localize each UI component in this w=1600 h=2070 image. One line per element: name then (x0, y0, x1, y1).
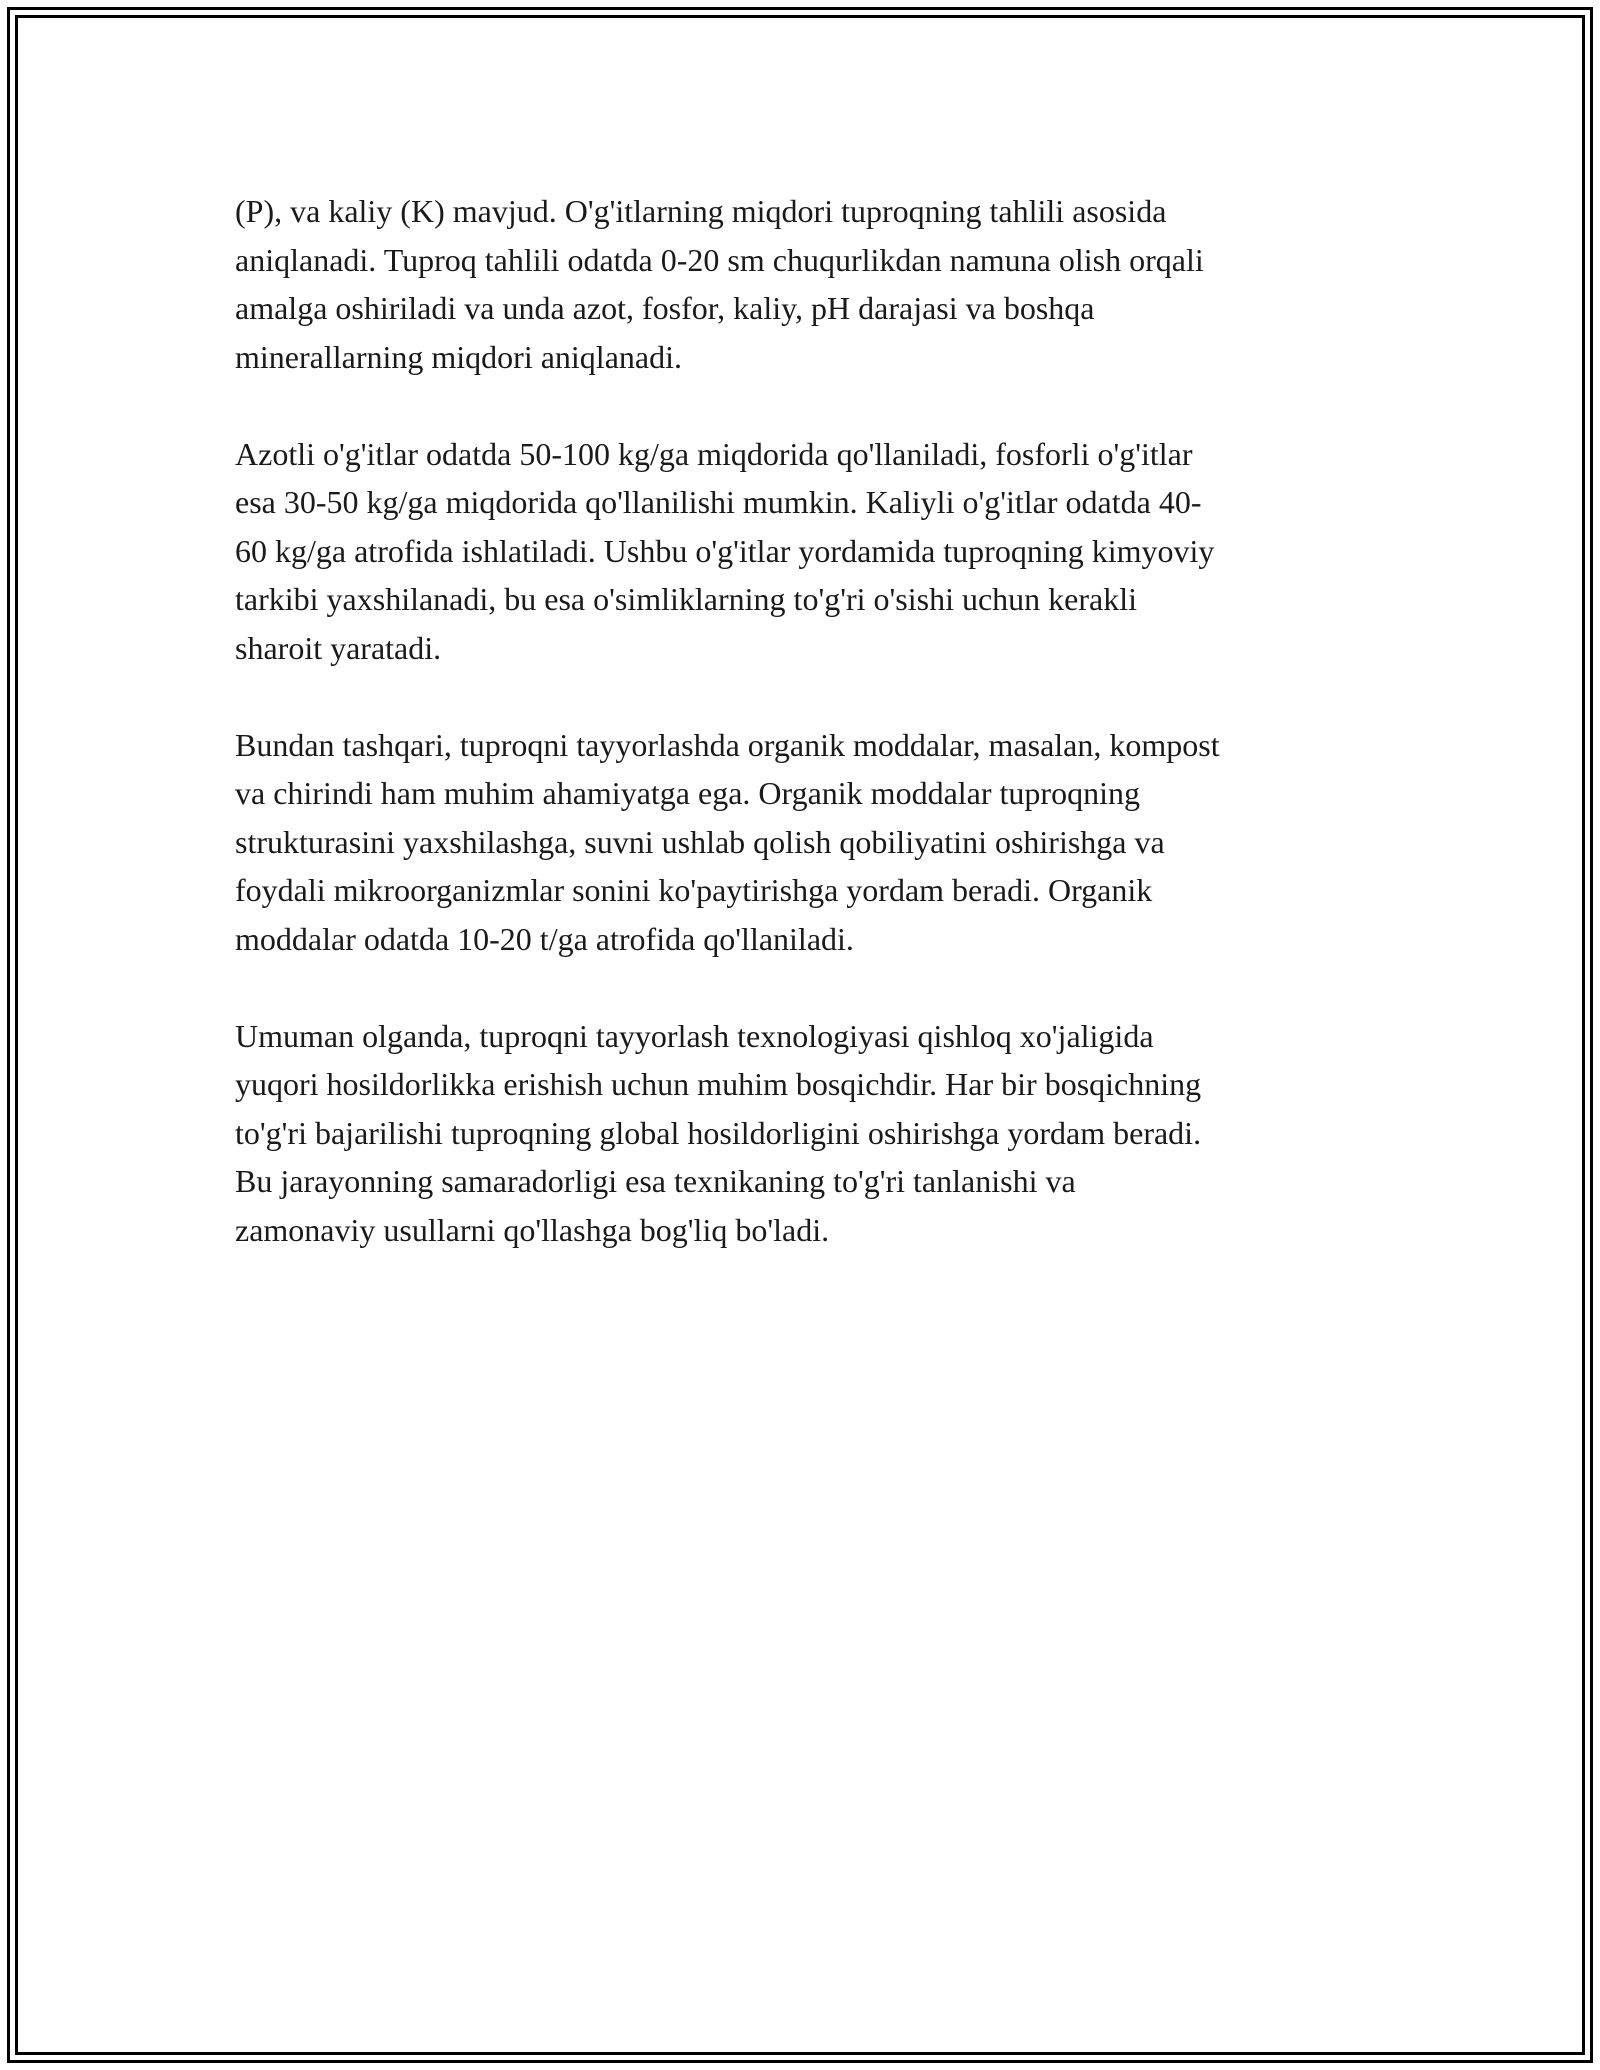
paragraph-line: foydali mikroorganizmlar sonini ko'paytirishga yordam beradi. Organik (235, 872, 1153, 908)
paragraph-line: 60 kg/ga atrofida ishlatiladi. Ushbu o'g'itlar yordamida tuproqning kimyoviy (235, 532, 1215, 569)
paragraph-line: yuqori hosildorlikka erishish uchun muhim bosqichdir. Har bir bosqichning (235, 1066, 1202, 1102)
paragraph-line: va chirindi ham muhim ahamiyatga ega. Organik moddalar tuproqning (235, 775, 1140, 811)
paragraph-line: strukturasini yaxshilashga, suvni ushlab qolish qobiliyatini oshirishga va (235, 823, 1165, 860)
paragraph-line: moddalar odatda 10-20 t/ga atrofida qo'llaniladi. (235, 920, 854, 957)
paragraph-line: esa 30-50 kg/ga miqdorida qo'llanilishi mumkin. Kaliyli o'g'itlar odatda 40- (235, 484, 1202, 520)
paragraph-line: Bundan tashqari, tuproqni tayyorlashda organik moddalar, masalan, kompost (235, 726, 1220, 763)
paragraph-line: zamonaviy usullarni qo'llashga bog'liq bo'ladi. (235, 1211, 830, 1248)
paragraph-2 (235, 430, 1375, 673)
paragraph-line: tarkibi yaxshilanadi, bu esa o'simliklarning to'g'ri o'sishi uchun kerakli (235, 581, 1138, 617)
document-body (235, 187, 1375, 1303)
paragraph-line: sharoit yaratadi. (235, 629, 442, 666)
paragraph-line: (P), va kaliy (K) mavjud. O'g'itlarning miqdori tuproqning tahlili asosida (235, 193, 1167, 229)
paragraph-4 (235, 1012, 1375, 1255)
paragraph-1 (235, 187, 1375, 381)
paragraph-3 (235, 721, 1375, 964)
paragraph-line: aniqlanadi. Tuproq tahlili odatda 0-20 sm chuqurlikdan namuna olish orqali (235, 241, 1204, 278)
paragraph-line: to'g'ri bajarilishi tuproqning global hosildorligini oshirishga yordam beradi. (235, 1114, 1202, 1151)
paragraph-line: Bu jarayonning samaradorligi esa texnikaning to'g'ri tanlanishi va (235, 1163, 1076, 1199)
paragraph-line: Umuman olganda, tuproqni tayyorlash texnologiyasi qishloq xo'jaligida (235, 1017, 1154, 1054)
paragraph-line: minerallarning miqdori aniqlanadi. (235, 338, 682, 375)
paragraph-line: amalga oshiriladi va unda azot, fosfor, kaliy, pH darajasi va boshqa (235, 290, 1095, 326)
paragraph-line: Azotli o'g'itlar odatda 50-100 kg/ga miqdorida qo'llaniladi, fosforli o'g'itlar (235, 435, 1193, 472)
